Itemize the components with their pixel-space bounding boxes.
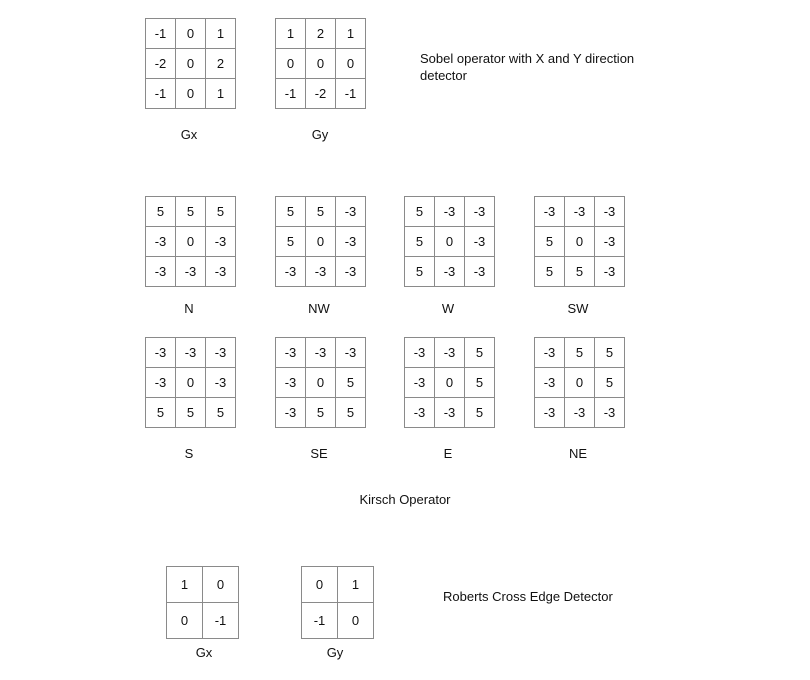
- kirsch-mask-4: [145, 337, 236, 428]
- kirsch-mask-label: NE: [568, 446, 588, 461]
- matrix-cell: 5: [465, 368, 495, 398]
- matrix-cell: -3: [465, 197, 495, 227]
- matrix-cell: 0: [203, 567, 239, 603]
- matrix-cell: -3: [206, 338, 236, 368]
- matrix-cell: 5: [565, 338, 595, 368]
- sobel-gy-matrix: [275, 18, 366, 109]
- matrix-cell: -3: [595, 398, 625, 428]
- matrix-cell: 2: [306, 19, 336, 49]
- matrix-cell: 0: [336, 49, 366, 79]
- matrix-cell: 5: [405, 257, 435, 287]
- matrix-cell: -3: [535, 338, 565, 368]
- matrix-cell: 0: [435, 227, 465, 257]
- matrix-cell: 1: [206, 19, 236, 49]
- matrix-cell: -3: [276, 257, 306, 287]
- matrix-cell: 0: [565, 227, 595, 257]
- matrix-cell: -1: [302, 603, 338, 639]
- matrix-cell: 0: [176, 19, 206, 49]
- matrix-cell: 5: [276, 227, 306, 257]
- matrix-cell: 5: [176, 398, 206, 428]
- kirsch-mask-label: NW: [308, 301, 330, 316]
- roberts-gy-label: Gy: [326, 645, 344, 660]
- kirsch-mask-3: [534, 196, 625, 287]
- matrix-cell: 0: [565, 368, 595, 398]
- matrix-cell: -1: [203, 603, 239, 639]
- matrix-cell: -3: [336, 257, 366, 287]
- kirsch-mask-label: W: [441, 301, 455, 316]
- matrix-cell: 0: [306, 227, 336, 257]
- sobel-caption-line1: Sobel operator with X and Y direction: [420, 51, 635, 66]
- matrix-cell: 0: [176, 227, 206, 257]
- matrix-cell: -3: [146, 368, 176, 398]
- matrix-cell: -3: [595, 257, 625, 287]
- matrix-cell: -3: [276, 398, 306, 428]
- matrix-cell: 5: [276, 197, 306, 227]
- matrix-cell: -3: [206, 227, 236, 257]
- sobel-gy-label: Gy: [311, 127, 329, 142]
- matrix-cell: 0: [276, 49, 306, 79]
- matrix-cell: -3: [435, 398, 465, 428]
- matrix-cell: -3: [435, 197, 465, 227]
- matrix-cell: -1: [276, 79, 306, 109]
- matrix-cell: -3: [595, 197, 625, 227]
- matrix-cell: 5: [465, 338, 495, 368]
- matrix-cell: -3: [435, 338, 465, 368]
- matrix-cell: -3: [176, 338, 206, 368]
- roberts-gy-matrix: [301, 566, 374, 639]
- matrix-cell: 5: [405, 227, 435, 257]
- matrix-cell: -3: [336, 227, 366, 257]
- matrix-cell: -3: [336, 338, 366, 368]
- matrix-cell: 5: [535, 227, 565, 257]
- sobel-caption: [420, 50, 634, 84]
- matrix-cell: -3: [405, 368, 435, 398]
- matrix-cell: -1: [336, 79, 366, 109]
- matrix-cell: -3: [146, 338, 176, 368]
- kirsch-mask-1: [275, 196, 366, 287]
- matrix-cell: 5: [595, 368, 625, 398]
- matrix-cell: 5: [595, 338, 625, 368]
- matrix-cell: 5: [146, 197, 176, 227]
- matrix-cell: 0: [167, 603, 203, 639]
- matrix-cell: -1: [146, 79, 176, 109]
- matrix-cell: 1: [336, 19, 366, 49]
- matrix-cell: -3: [465, 227, 495, 257]
- matrix-cell: 5: [465, 398, 495, 428]
- roberts-gx-label: Gx: [195, 645, 213, 660]
- matrix-cell: -3: [276, 338, 306, 368]
- matrix-cell: 2: [206, 49, 236, 79]
- kirsch-mask-0: [145, 196, 236, 287]
- matrix-cell: -1: [146, 19, 176, 49]
- matrix-cell: -3: [405, 398, 435, 428]
- kirsch-mask-2: [404, 196, 495, 287]
- roberts-caption: Roberts Cross Edge Detector: [443, 589, 613, 604]
- matrix-cell: -2: [306, 79, 336, 109]
- matrix-cell: 5: [565, 257, 595, 287]
- matrix-cell: -3: [146, 257, 176, 287]
- matrix-cell: -3: [206, 368, 236, 398]
- matrix-cell: -3: [336, 197, 366, 227]
- matrix-cell: -3: [276, 368, 306, 398]
- kirsch-mask-label: S: [184, 446, 194, 461]
- matrix-cell: 0: [306, 49, 336, 79]
- roberts-gx-matrix: [166, 566, 239, 639]
- matrix-cell: 0: [176, 368, 206, 398]
- matrix-cell: 5: [405, 197, 435, 227]
- matrix-cell: 5: [306, 398, 336, 428]
- matrix-cell: 1: [167, 567, 203, 603]
- matrix-cell: 0: [306, 368, 336, 398]
- sobel-gx-matrix: [145, 18, 236, 109]
- matrix-cell: -3: [565, 398, 595, 428]
- matrix-cell: 0: [338, 603, 374, 639]
- sobel-caption-line2: detector: [420, 68, 467, 83]
- matrix-cell: 0: [302, 567, 338, 603]
- matrix-cell: -3: [465, 257, 495, 287]
- matrix-cell: 1: [276, 19, 306, 49]
- matrix-cell: -3: [306, 257, 336, 287]
- matrix-cell: 0: [435, 368, 465, 398]
- matrix-cell: 5: [336, 368, 366, 398]
- kirsch-mask-label: E: [443, 446, 453, 461]
- matrix-cell: -3: [146, 227, 176, 257]
- matrix-cell: 5: [206, 197, 236, 227]
- matrix-cell: -3: [405, 338, 435, 368]
- matrix-cell: -3: [595, 227, 625, 257]
- matrix-cell: -3: [306, 338, 336, 368]
- matrix-cell: 5: [206, 398, 236, 428]
- matrix-cell: 0: [176, 49, 206, 79]
- matrix-cell: 5: [306, 197, 336, 227]
- matrix-cell: -3: [435, 257, 465, 287]
- kirsch-caption: Kirsch Operator: [359, 492, 451, 507]
- kirsch-mask-label: SE: [310, 446, 328, 461]
- kirsch-mask-7: [534, 337, 625, 428]
- matrix-cell: -3: [535, 398, 565, 428]
- matrix-cell: -3: [565, 197, 595, 227]
- matrix-cell: 5: [336, 398, 366, 428]
- matrix-cell: -3: [206, 257, 236, 287]
- matrix-cell: 5: [535, 257, 565, 287]
- matrix-cell: 5: [146, 398, 176, 428]
- kirsch-mask-6: [404, 337, 495, 428]
- matrix-cell: -3: [535, 368, 565, 398]
- sobel-gx-label: Gx: [180, 127, 198, 142]
- kirsch-mask-5: [275, 337, 366, 428]
- matrix-cell: -3: [535, 197, 565, 227]
- matrix-cell: -3: [176, 257, 206, 287]
- matrix-cell: 5: [176, 197, 206, 227]
- kirsch-mask-label: N: [184, 301, 194, 316]
- matrix-cell: 0: [176, 79, 206, 109]
- kirsch-mask-label: SW: [567, 301, 589, 316]
- matrix-cell: 1: [338, 567, 374, 603]
- matrix-cell: -2: [146, 49, 176, 79]
- matrix-cell: 1: [206, 79, 236, 109]
